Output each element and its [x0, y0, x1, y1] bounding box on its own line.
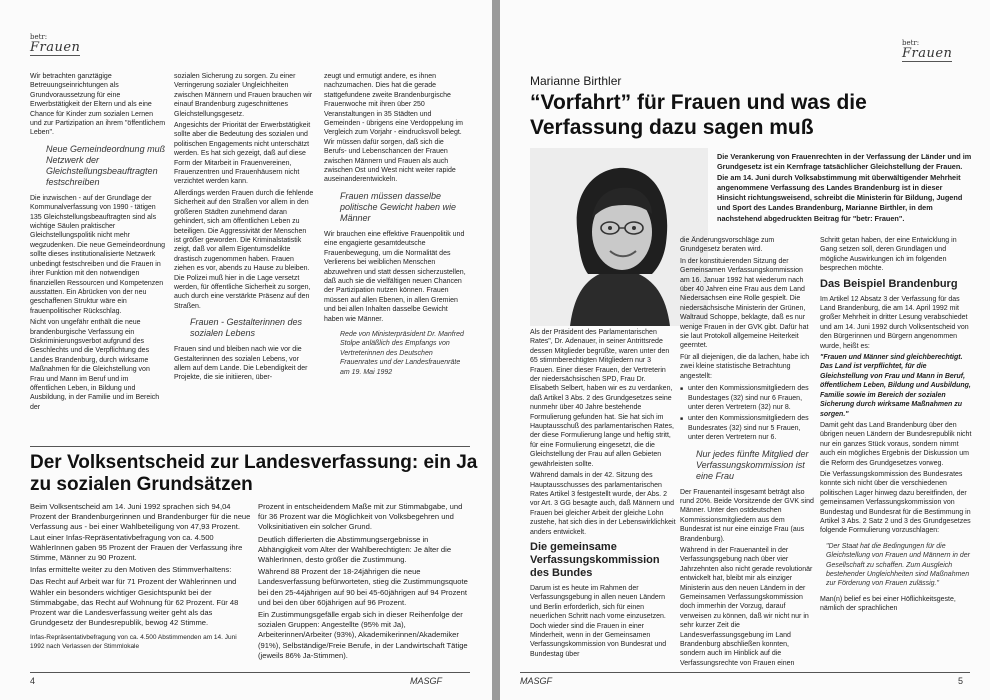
paragraph: Beim Volksentscheid am 14. Juni 1992 sprachen sich 94,04 Prozent der Brandenburgerinnen und Brandenburger für die neue Verfassung aus - bei einer Wahlbeteiligung von 47,93 Prozent. Laut einer Infas-Repräsentativbefragung von ca. 4.500 WählerInnen gaben 95 Prozent der Frauen der Verfassung ihre Stimme, Männer zu 90 Prozent.	[30, 502, 251, 563]
footer-label: MASGF	[520, 676, 553, 686]
paragraph: Während in der Frauenanteil in der Verfassungsgebung nach über vier Jahrzehnten also nicht gerade revolutionär entwickelt hat, bleibt mir als einziger Ministerin aus den neuen Ländern in der Gemeinsamen Verfassungskommission doch immerhin der Vorzug, darauf verweisen zu können, daß wir nicht nur in sehr kurzer Zeit die Landesverfassungsgebung im Land Brandenburg abschließen konnten, sondern auch im Hinblick auf die Verfassungsrechte von Frauen einen	[680, 546, 813, 667]
paragraph: Allerdings werden Frauen durch die fehlende Sicherheit auf den Straßen vor allem in den größeren Städten zunehmend daran gehindert, sich am öffentlichen Leben zu beteiligen. Die Aggressivität der Menschen ist größer geworden. Die Kriminalstatistik zeigt, daß vor allem Eigentumsdelikte drastisch zugenommen haben. Frauen ziehen es vor, abends zu Hause zu bleiben. Die Polizei muß hier in die Lage versetzt werden, für öffentliche Sicherheit zu sorgen, auch durch eine verstärkte Präsenz auf den Straßen.	[174, 189, 314, 310]
right-column-1	[530, 328, 676, 668]
paragraph: Während 88 Prozent der 18-24jährigen die neue Landesverfassung befürworteten, stieg die Zustimmungsquote bei den 25-44jährigen auf 90 bei 45-60jährigen auf 94 Prozent und bei den über 60jährigen auf 96 Prozent.	[258, 567, 468, 607]
quotation: "Der Staat hat die Bedingungen für die Gleichstellung von Frauen und Männern in der Gesellschaft zu schaffen. Zum Ausgleich bestehender Ungleichheiten sind Maßnahmen zur Förderung von Frauen zulässig."	[826, 542, 970, 588]
left-column-1	[30, 72, 166, 444]
paragraph: Im Artikel 12 Absatz 3 der Verfassung für das Land Brandenburg, die am 14. April 1992 mit großer Mehrheit in dritter Lesung verabschiedet und am 14. Juni 1992 durch Volksentscheid von den Bürgerinnen und Bürgern angenommen wurde, heißt es:	[820, 295, 969, 350]
magazine-logo	[30, 34, 80, 56]
logo-small-text: betr:	[902, 39, 920, 47]
subheading: Nur jedes fünfte Mitglied der Verfassungskommission ist eine Frau	[696, 448, 809, 481]
paragraph: In der konstituierenden Sitzung der Gemeinsamen Verfassungskommission am 16. Januar 1992 hat wiederum nach über 40 Jahren eine Frau aus dem Land Niedersachsen eine Rolle gespielt. Die niedersächsische Ministerin der Grünen, Waltraud Schoppe, beklagte, daß es nur wenige Frauen in der GVK gibt. Dafür hat sie laut Protokoll allgemeine Heiterkeit geerntet.	[680, 257, 809, 350]
footer-label: MASGF	[410, 676, 443, 686]
paragraph: Frauen sind und bleiben nach wie vor die Gestalterinnen des sozialen Lebens, vor allem auf dem Lande. Die Lebendigkeit der Projekte, die sie initiieren, über-	[174, 346, 308, 382]
logo-small-text: betr:	[30, 33, 48, 41]
paragraph: Ein Zustimmungsgefälle ergab sich in dieser Reihenfolge der sozialen Gruppen: Angestellte (95% mit Ja), Arbeiterinnen/Arbeiter (93%), Akademikerinnen/Akademiker (91%), Selbständige/Freie Berufe, in der Landwirtschaft Tätige (jeweils 86% Ja-Stimmen).	[258, 610, 468, 660]
quotation: "Frauen und Männer sind gleichberechtigt. Das Land ist verpflichtet, für die Gleichstellung von Frau und Mann in Beruf, öffentlichem Leben, Bildung und Ausbildung, Familie sowie im Bereich der sozialen Sicherung durch wirksame Maßnahmen zu sorgen."	[820, 354, 971, 418]
page-number: 4	[30, 676, 36, 686]
left-column-2	[174, 72, 314, 444]
paragraph: Deutlich differierten die Abstimmungsergebnisse in Abhängigkeit vom Alter der Wahlberechtigten: Je älter die WählerInnen, desto größer die Zustimmung.	[258, 534, 452, 565]
page-number: 5	[958, 676, 964, 686]
footer-rule	[520, 672, 970, 673]
left-bottom-column-1	[30, 502, 252, 672]
paragraph: Die inzwischen - auf der Grundlage der Kommunalverfassung von 1990 - tätigen 135 Gleichstellungsbeauftragten sind als wichtige Säulen praktischer Gleichstellungspolitik nicht mehr wegzudenken. Die neue Gemeindeordnung sollte dieses institutionalisierte Netzwerk unbedingt festschreiben und die Frauen in ihrer Funktion mit den notwendigen finanziellen Ressourcen und Kompetenzen ausstatten. Ein Abrücken von der neu geschaffenen Struktur wäre ein frauenpolitischer Rückschlag.	[30, 194, 166, 315]
footer-rule	[30, 672, 470, 673]
paragraph: Während damals in der 42. Sitzung des Hauptausschusses des parlamentarischen Rates Artikel 3 festgestellt wurde, der Abs. 2 vor Art. 3 GG besagte auch, daß Männern und Frauen bei gleicher Arbeit der gleiche Lohn zustehe, hat sich dies in der Lebenswirklichkeit anders entwickelt.	[530, 472, 676, 536]
left-column-3	[324, 72, 466, 444]
lead-paragraph: Die Verankerung von Frauenrechten in der Verfassung der Länder und im Grundgesetz ist ein Kernfrage tatsächlicher Gleichstellung der Frauen. Die am 14. Juni durch Volksabstimmung mit überwältigender Mehrheit angenommene Verfassung des Landes Brandenburg ist in dieser Hinsicht richtungsweisend, schreibt die Ministerin für Bildung, Jugend und Sport des Landes Brandenburg, Marianne Birthler, in dem nachstehend abgedruckten Beitrag für "betr: Frauen".	[717, 152, 972, 223]
paragraph: Die Verfassungskommission des Bundesrates konnte sich nicht über die verschiedenen politischen Lager hinweg dazu bereitfinden, der gemeinsamen Verfassungskommission von Bundestag und Bundesrat für die Bestimmung in Artikel 3 Abs. 2 Satz 2 und 3 des Grundgesetzes folgende Formulierung vorzuschlagen:	[820, 470, 971, 535]
citation: Rede von Ministerpräsident Dr. Manfred Stolpe anläßlich des Empfangs von Vertreterinnen des Deutschen Frauenrates und der Landesfrauenräte am 19. Mai 1992	[340, 330, 464, 376]
footnote: Infas-Repräsentativbefragung von ca. 4.500 Abstimmenden am 14. Juni 1992 nach Verlassen der Stimmlokale	[30, 634, 237, 650]
right-page	[500, 0, 990, 700]
logo-big-text: Frauen	[30, 40, 81, 55]
paragraph: Angesichts der Priorität der Erwerbstätigkeit sollte aber die Bedeutung des sozialen und politischen Engagements nicht unterschätzt werden. Es hat sich gezeigt, daß auf diese Form der Mitarbeit in Frauenvereinen, Frauenzentren und Frauenhäusern nicht verzichtet werden kann.	[174, 122, 311, 186]
logo-big-text: Frauen	[902, 46, 953, 61]
paragraph: Prozent in entscheidendem Maße mit zur Stimmabgabe, und für 36 Prozent war die Möglichkeit von Volksbegehren und Volksinitiativen ein solcher Grund.	[258, 502, 463, 532]
left-page	[0, 0, 492, 700]
list-item: ■ unter den Kommissionsmitgliedern des Bundestages (32) sind nur 6 Frauen, unter deren Vertretern (32) nur 8.	[680, 384, 814, 412]
author-name: Marianne Birthler	[530, 74, 622, 88]
paragraph: Man(n) belief es bei einer Höflichkeitsgeste, nämlich der sprachlichen	[820, 595, 956, 613]
paragraph: die Änderungsvorschläge zum Grundgesetz beraten wird.	[680, 237, 775, 254]
paragraph: Der Frauenanteil insgesamt beträgt also rund 20%. Beide Vorsitzende der GVK sind Männer. Unter den ostdeutschen Kommissionsmitgliedern aus dem Bundesrat ist nur eine einzige Frau (aus Brandenburg).	[680, 488, 814, 543]
right-column-3	[820, 236, 972, 668]
paragraph: Als der Präsident des Parlamentarischen Rates", Dr. Adenauer, in seiner Antrittsrede dessen Mitglieder begrüßte, waren unter den 65 stimmberechtigten Mitgliedern nur 3 Frauen. Einer dieser Frauen, der Vertreterin der niedersächsischen SPD, Frau Dr. Elisabeth Selbert, haben wir es zu verdanken, daß Artikel 3 Abs. 2 des Grundgesetzes seine nunmehr über 40 Jahre bestehende Formulierung gefunden hat. Sie hat sich im Hauptausschuß des parlamentarischen Rates, der diese Formulierung lange und heftig stritt, für eine Formulierung eingesetzt, die die Gleichstellung der Frau auf allen Gebieten gewährleisten sollte.	[530, 329, 674, 468]
paragraph: Wir brauchen eine effektive Frauenpolitik und eine engagierte gesamtdeutsche Frauenbewegung, um die Normalität des Verlierens bei weiblichen Menschen abzuwehren und statt dessen sicherzustellen, daß auch sie die vielfältigen neuen Chancen der Partizipation nutzen können. Frauen müssen auf allen Ebenen, in allen Gremien und bei allen Inhalten dasselbe Gewicht haben wie Männer.	[324, 230, 466, 323]
subheading: Frauen - Gestalterinnen des sozialen Lebens	[190, 317, 303, 339]
paragraph: Wir betrachten ganztägige Betreuungseinrichtungen als Grundvoraussetzung für eine Erwerbstätigkeit der Eltern und als eine Chance für Kinder zum sozialen Lernen und zur Partizipation an ihrem "öffentlichem Leben".	[30, 73, 166, 137]
paragraph: Das Recht auf Arbeit war für 71 Prozent der Wählerinnen und Wähler ein besonders wichtiger Gesichtspunkt bei der Stimmabgabe, das Recht auf Wohnung für 62 Prozent. Für 48 Prozent war die Landesverfassung weiter geht als das Grundgesetz der Bundesrepublik, bewog 42 Stimme.	[30, 577, 239, 628]
paragraph: Infas ermittelte weiter zu den Motiven des StimmverhaItens:	[30, 565, 232, 575]
paragraph: Für all diejenigen, die da lachen, habe ich zwei kleine statistische Betrachtung angestellt:	[680, 353, 810, 380]
magazine-logo	[902, 40, 952, 62]
subheading: Das Beispiel Brandenburg	[820, 277, 958, 290]
subheading: Frauen müssen dasselbe politische Gewicht haben wie Männer	[340, 190, 457, 223]
paragraph: Nicht von ungefähr enthält die neue brandenburgische Verfassung ein Diskriminierungsverbot aufgrund des Geschlechts und die Verpflichtung des Landes Brandenburg, durch wirksame Maßnahmen für die Gleichstellung von Frau und Mann im Beruf und im öffentlichen Leben, in Bildung und Ausbildung, in der Familie und im Bereich der	[30, 319, 160, 411]
statistic-list	[680, 384, 814, 442]
paragraph: Schritt getan haben, der eine Entwicklung in Gang setzen soll, deren Grundlagen und mögliche Auswirkungen ich im folgenden besprechen möchte.	[820, 237, 957, 273]
article-headline: “Vorfahrt” für Frauen und was die Verfassung dazu sagen muß	[530, 91, 867, 139]
list-item: ■ unter den Kommissionsmitgliedern des Bundesrates (32) sind nur 5 Frauen, unter deren Vertretern nur 6.	[680, 414, 814, 442]
binding-gutter	[492, 0, 500, 700]
article-headline: Der Volksentscheid zur Landesverfassung: ein Ja zu sozialen Grundsätzen	[30, 452, 478, 495]
paragraph: sozialen Sicherung zu sorgen. Zu einer Verringerung sozialer Ungleichheiten zwischen Männern und Frauen brauchen wir einauf Brandenburg zugeschnittenes Gleichstellungsgesetz.	[174, 73, 313, 118]
paragraph: zeugt und ermutigt andere, es ihnen nachzumachen. Dies hat die gerade stattgefundene zweite Brandenburgische Frauenwoche mit ihren über 250 Veranstaltungen in 35 Städten und Gemeinden - übrigens eine Verdoppelung im Vergleich zum Vorjahr - eindrucksvoll belegt. Wir müssen dafür sorgen, daß sich die Berufs- und Lebenschancen der Frauen zwischen Männern und Frauen als auch zwischen Ost und West nicht weiter rapide auseinanderentwickeln.	[324, 73, 463, 184]
subheading: Die gemeinsame Verfassungskommission des Bundes	[530, 540, 660, 579]
section-divider	[30, 446, 470, 447]
right-column-2	[680, 236, 814, 668]
paragraph: Damit geht das Land Brandenburg über den übrigen neuen Ländern der Bundesrepublik nicht nur ein ganzes Stück voraus, sondern nimmt auch ein mögliches Ergebnis der Diskussion um die Reform des Grundgesetzes vorweg.	[820, 421, 972, 467]
paragraph: Darum ist es heute im Rahmen der Verfassungsgebung in allen neuen Ländern und Berlin erforderlich, sich für einen neuerlichen Schritt nach vorne einzusetzen. Doch wieder sind die Frauen in einer Minderheit, wenn in der Gemeinsamen Verfassungskommission von Bundesrat und Bundestag über	[530, 584, 667, 658]
left-bottom-column-2	[258, 502, 470, 672]
subheading: Neue Gemeindeordnung muß Netzwerk der Gleichstellungsbeauftragten festschreiben	[46, 143, 166, 187]
